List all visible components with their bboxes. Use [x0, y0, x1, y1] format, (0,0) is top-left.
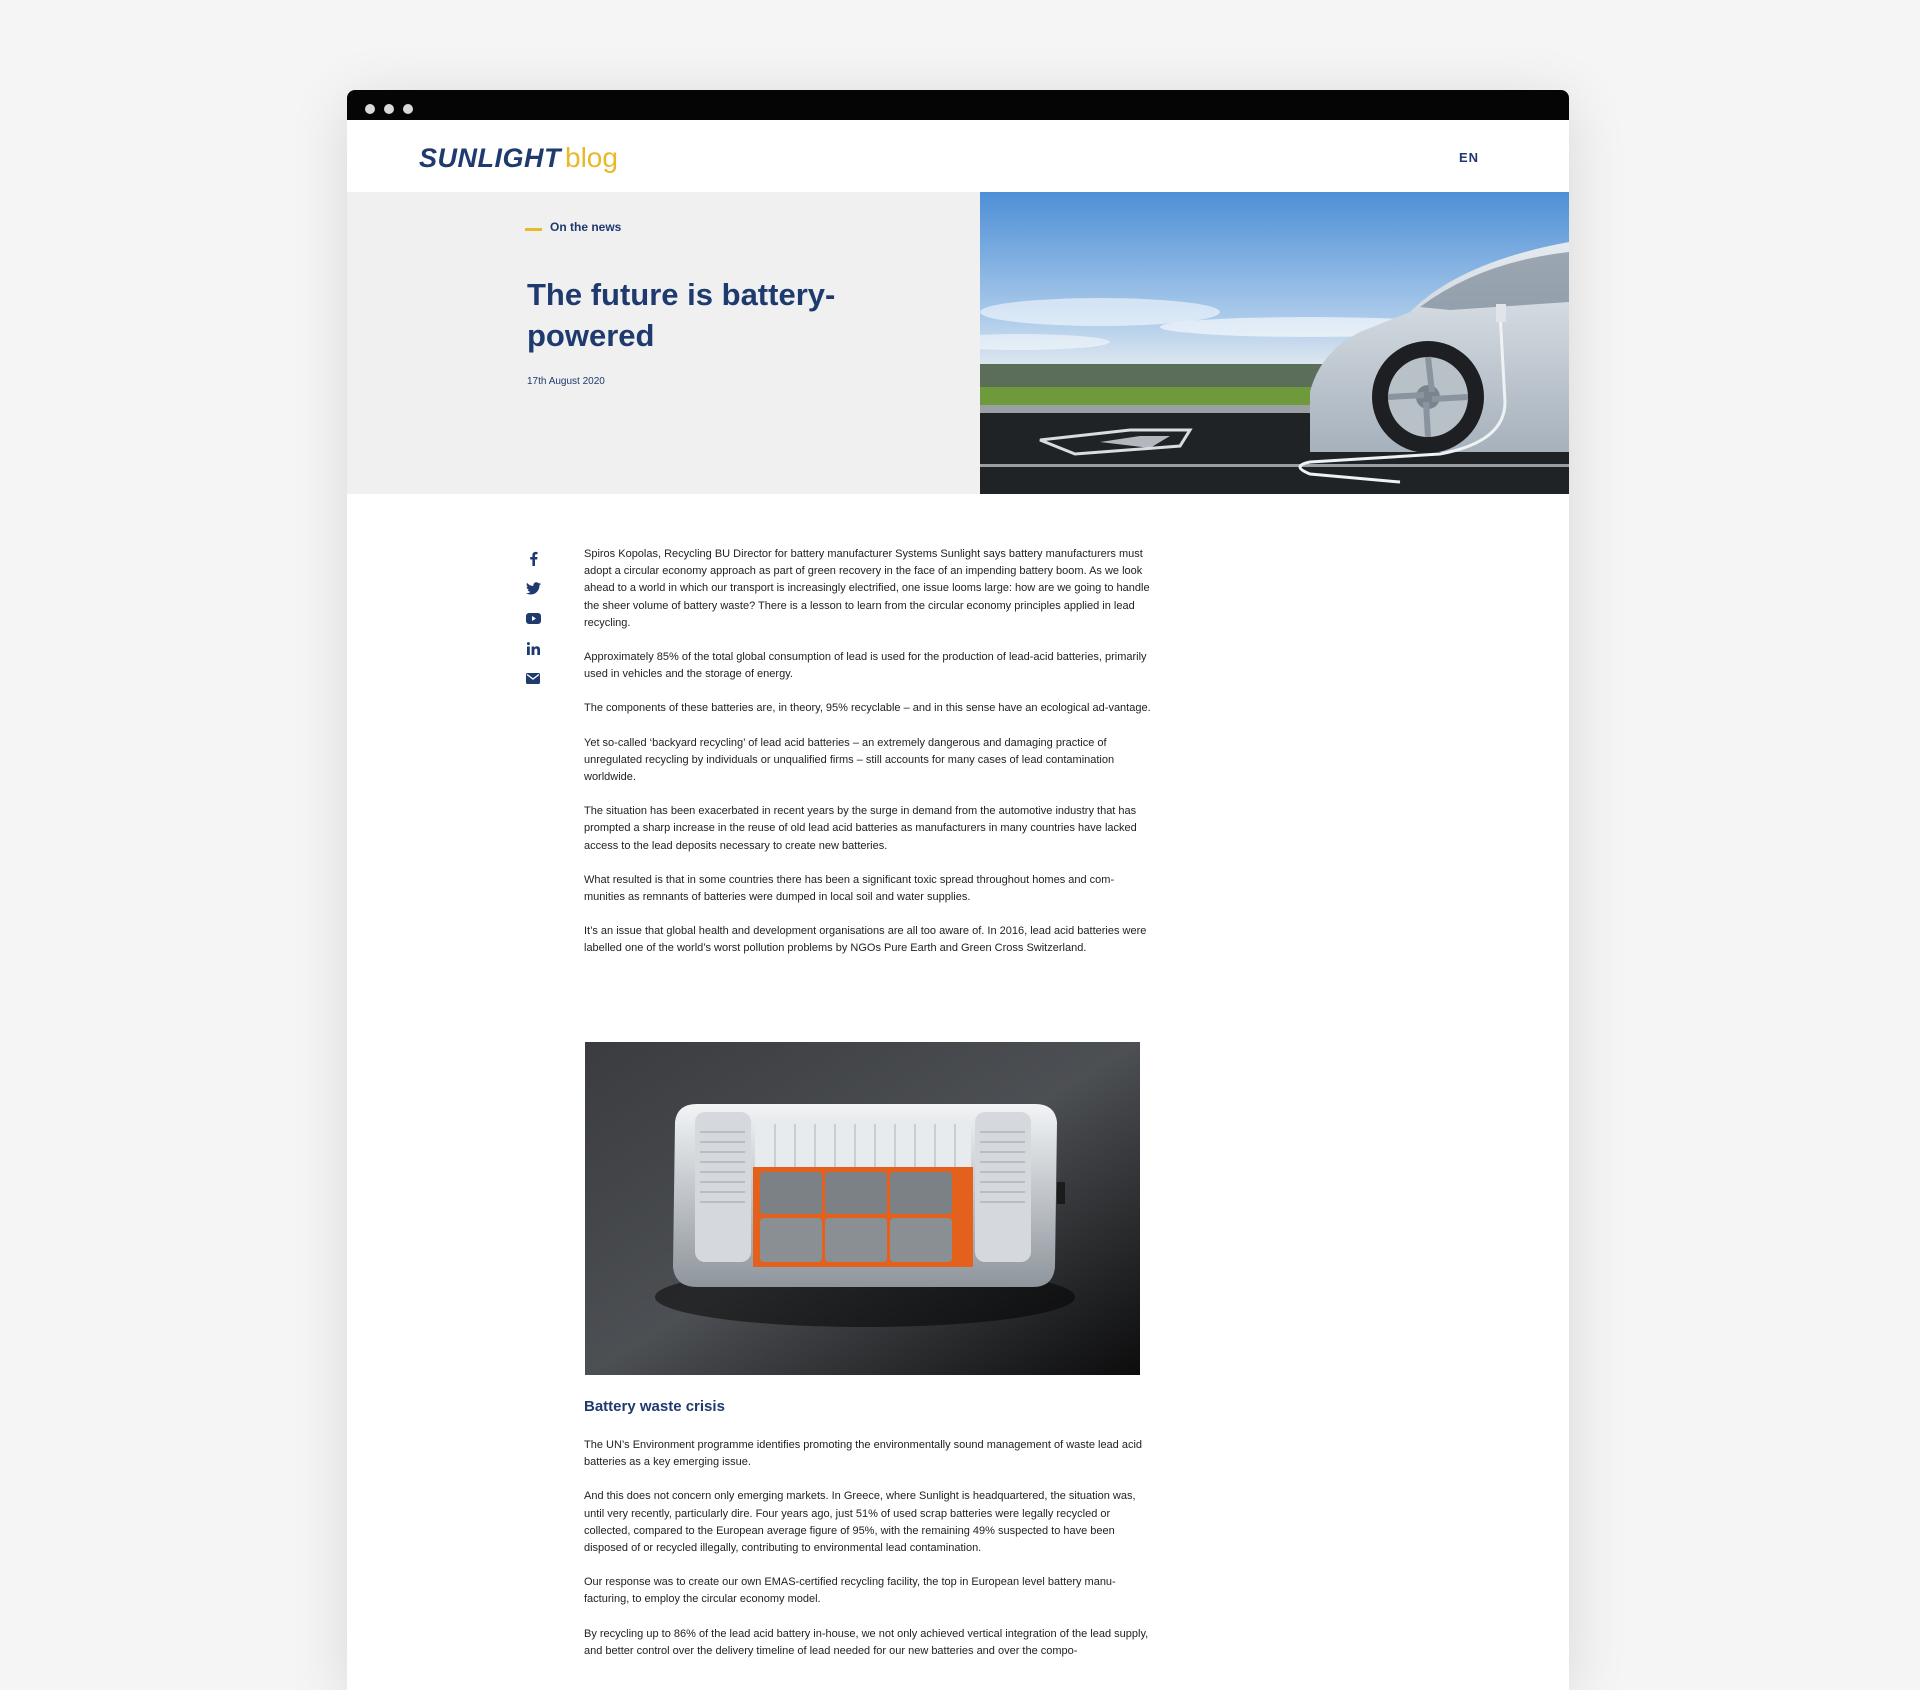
- article-paragraph: It’s an issue that global health and development organisations are all too aware of. In 2016, lead acid batteries were labelled one of the world’s worst pollution problems by NGOs Pure Earth and Green Cross Switzerland.: [584, 925, 1147, 955]
- hero-image-electric-car: [980, 192, 1569, 494]
- publish-date: 17th August 2020: [527, 376, 605, 387]
- article-paragraph: The components of these batteries are, in theory, 95% recyclable – and in this sense have an ecological ad-vantage.: [584, 702, 1151, 715]
- article-hero: [347, 192, 1569, 494]
- email-icon[interactable]: [525, 670, 541, 686]
- article-body: [584, 546, 1152, 975]
- article-paragraph: By recycling up to 86% of the lead acid battery in-house, we not only achieved vertical integration of the lead supply, and better control over the delivery timeline of lead needed for our new batteries and over the compo-: [584, 1627, 1149, 1657]
- page-title: The future is battery-powered: [527, 277, 836, 353]
- window-control-dot[interactable]: [384, 104, 394, 114]
- site-header: [347, 120, 1569, 192]
- browser-titlebar: [347, 90, 1569, 120]
- article-body-continued: [584, 1437, 1152, 1677]
- linkedin-icon[interactable]: [525, 640, 541, 656]
- article-paragraph: Our response was to create our own EMAS-certified recycling facility, the top in European level battery manu-facturing, to employ the circular economy model.: [584, 1576, 1116, 1606]
- battery-pack-image: [585, 1042, 1140, 1375]
- hero-text-panel: [347, 192, 980, 494]
- category-accent-bar: [525, 228, 542, 231]
- category-label: On the news: [550, 220, 622, 234]
- sunlight-blog-logo[interactable]: [419, 142, 618, 174]
- youtube-icon[interactable]: [525, 610, 541, 626]
- article-paragraph: Yet so-called ‘backyard recycling’ of lead acid batteries – an extremely dangerous and damaging practice of unregulated recycling by individuals or unqualified firms – still accounts for many cases of lead contamination worldwide.: [584, 736, 1115, 784]
- share-bar: [525, 550, 541, 700]
- section-heading: Battery waste crisis: [584, 1398, 725, 1415]
- window-control-dot[interactable]: [365, 104, 375, 114]
- language-selector[interactable]: EN: [1458, 150, 1479, 165]
- article-paragraph: Approximately 85% of the total global consumption of lead is used for the production of lead-acid batteries, primarily used in vehicles and the storage of energy.: [584, 651, 1147, 681]
- browser-window: [347, 90, 1569, 1690]
- window-control-dot[interactable]: [403, 104, 413, 114]
- facebook-icon[interactable]: [525, 550, 541, 566]
- article-paragraph: What resulted is that in some countries there has been a significant toxic spread throughout homes and com-munities as remnants of batteries were dumped in local soil and water supplies.: [584, 873, 1115, 904]
- logo-blog-text: blog: [565, 142, 618, 173]
- article-paragraph: And this does not concern only emerging markets. In Greece, where Sunlight is headquartered, the situation was, until very recently, particularly dire. Four years ago, just 51% of used scrap batteries were legally recycled or collected, compared to the European average figure of 95%, with the remaining 49% suspected to have been disposed of or recycled illegally, contributing to environmental lead contamination.: [584, 1490, 1136, 1555]
- logo-wordmark: SUNLIGHT: [419, 143, 561, 173]
- article-paragraph: The situation has been exacerbated in recent years by the surge in demand from the automotive industry that has prompted a sharp increase in the reuse of old lead acid batteries as manufacturers in many countries have lacked access to the lead deposits necessary to create new batteries.: [584, 805, 1137, 852]
- article-paragraph: The UN’s Environment programme identifies promoting the environmentally sound management of waste lead acid batteries as a key emerging issue.: [584, 1439, 1143, 1469]
- article-paragraph: Spiros Kopolas, Recycling BU Director for battery manufacturer Systems Sunlight says battery manufacturers must adopt a circular economy approach as part of green recovery in the face of an impending battery boom. As we look ahead to a world in which our transport is increasingly electrified, one issue looms large: how are we going to handle the sheer volume of battery waste? There is a lesson to learn from the circular economy principles applied in lead recycling.: [584, 548, 1150, 629]
- twitter-icon[interactable]: [525, 580, 541, 596]
- category-tag[interactable]: [525, 220, 621, 234]
